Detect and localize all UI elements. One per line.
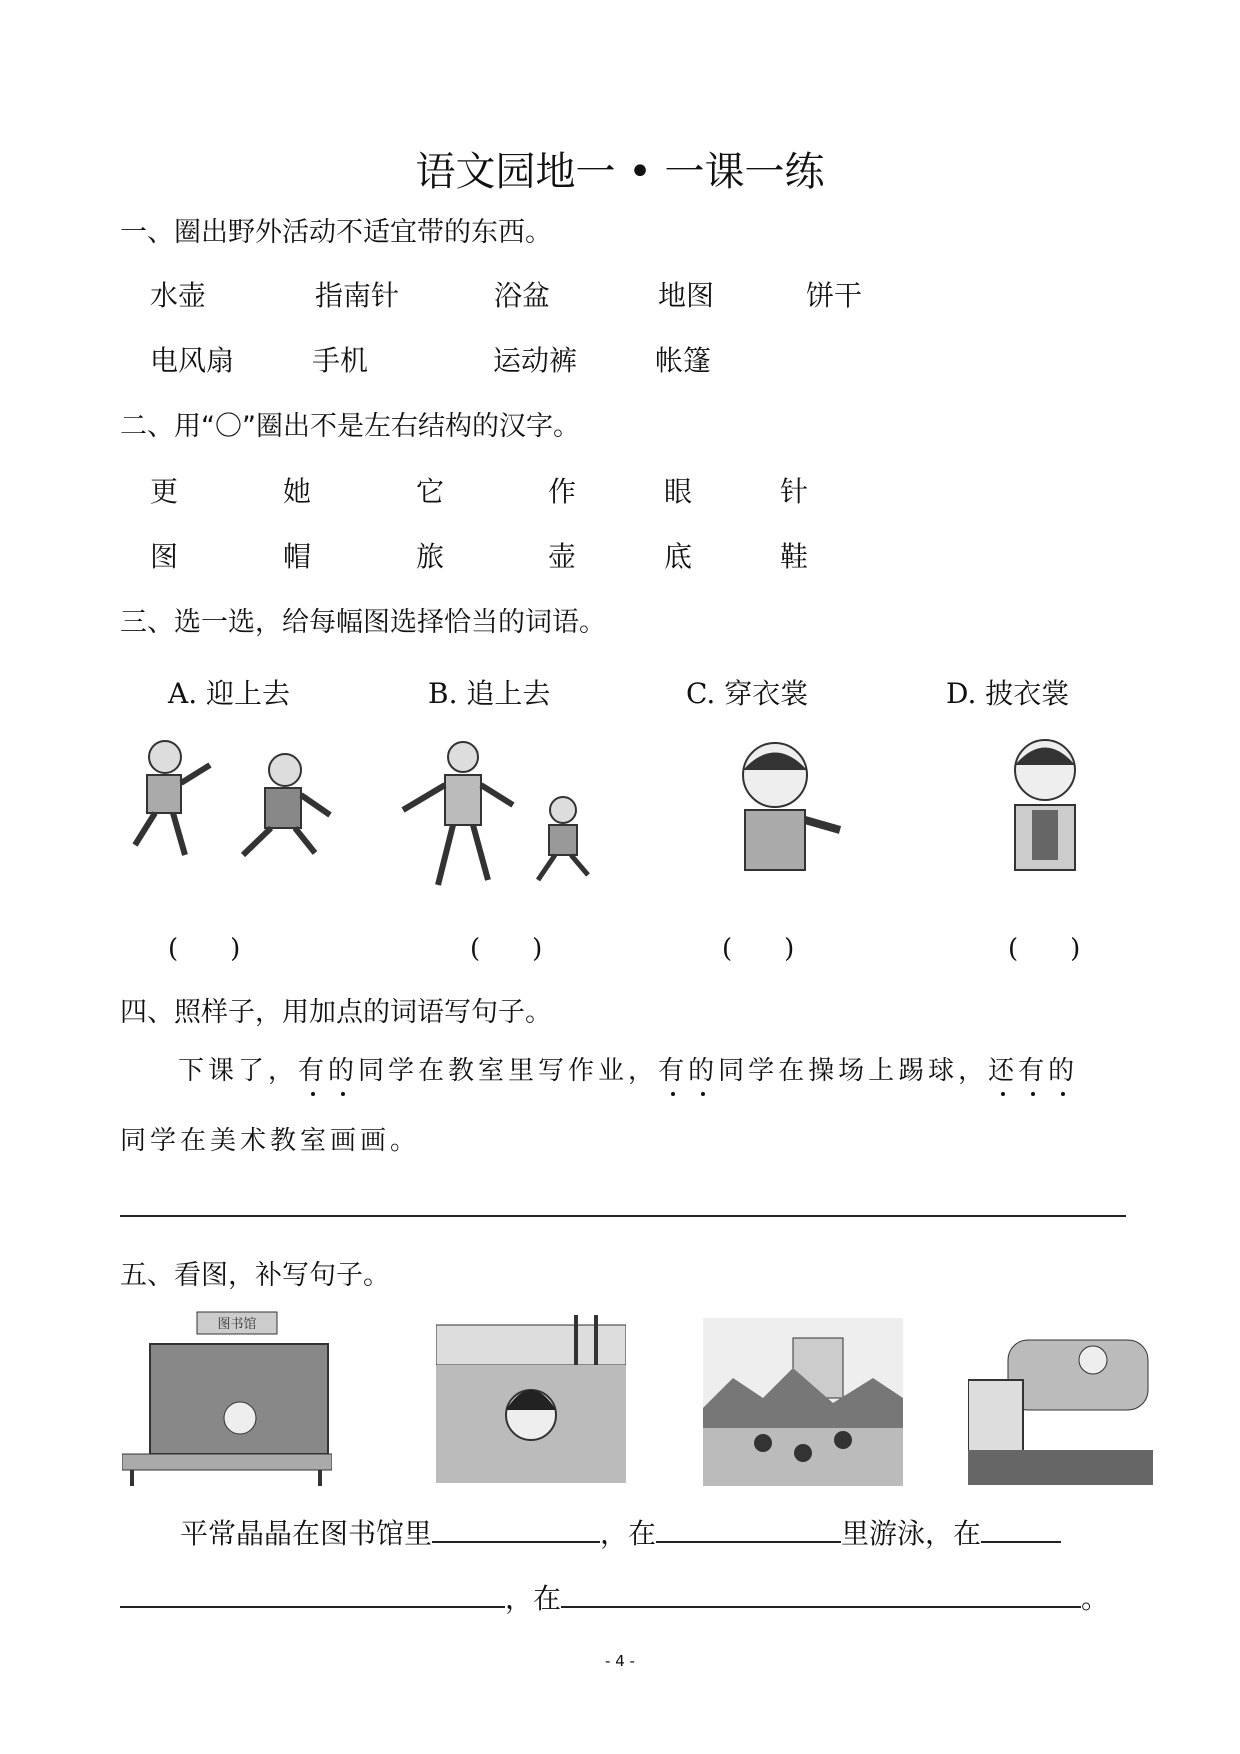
dotted-word: 有 <box>658 1056 689 1086</box>
girl-putting-on-clothes-illustration <box>715 735 845 895</box>
q1-word: 水壶 <box>150 279 207 312</box>
mother-chasing-girl-illustration <box>393 735 623 895</box>
q1-word: 手机 <box>312 344 369 377</box>
q1-heading: 一、圈出野外活动不适宜带的东西。 <box>120 217 552 248</box>
q2-char: 帽 <box>283 540 312 573</box>
blank-1[interactable] <box>432 1515 600 1543</box>
text: ，在 <box>600 1517 657 1550</box>
text: 里游泳 <box>841 1517 926 1550</box>
option-d: D. 披衣裳 <box>946 677 1070 710</box>
option-c: C. 穿衣裳 <box>686 677 809 710</box>
q2-char: 针 <box>780 475 809 508</box>
q4-heading: 四、照样子，用加点的词语写句子。 <box>120 997 552 1028</box>
text: ，在 <box>505 1582 562 1615</box>
text: 平常晶晶在图书馆里 <box>180 1517 433 1550</box>
q2-char: 眼 <box>664 475 693 508</box>
answer-blank-b[interactable]: ( ) <box>470 934 543 964</box>
q1-word: 指南针 <box>315 279 400 312</box>
q2-char: 图 <box>150 540 179 573</box>
answer-blank-a[interactable]: ( ) <box>168 934 241 964</box>
text: 。 <box>1081 1582 1110 1615</box>
example-sentence-cont: 同学在美术教室画画。 <box>120 1126 421 1156</box>
blank-3[interactable] <box>981 1515 1061 1543</box>
blank-3-cont[interactable] <box>120 1580 505 1608</box>
q2-char: 壶 <box>548 540 577 573</box>
dotted-word: 有 <box>298 1056 329 1086</box>
library-sign: 图书馆 <box>217 1317 257 1332</box>
q3-heading: 三、选一选，给每幅图选择恰当的词语。 <box>120 607 606 638</box>
dotted-word: 还 <box>988 1056 1019 1086</box>
q1-word: 电风扇 <box>150 344 235 377</box>
page-title: 语文园地一 • 一课一练 <box>415 149 825 195</box>
answer-blank-c[interactable]: ( ) <box>722 934 795 964</box>
q1-word: 地图 <box>658 279 715 312</box>
q1-word: 饼干 <box>806 279 863 312</box>
q2-char: 更 <box>150 475 179 508</box>
q2-char: 旅 <box>416 540 445 573</box>
text: 同学在操场上踢球， <box>718 1056 989 1086</box>
option-a: A. 迎上去 <box>168 677 291 710</box>
blank-2[interactable] <box>656 1515 841 1543</box>
watching-tv-illustration <box>968 1320 1153 1485</box>
text: 下课了， <box>178 1056 299 1086</box>
q2-char: 她 <box>283 475 312 508</box>
answer-blank-d[interactable]: ( ) <box>1008 934 1081 964</box>
answer-line[interactable] <box>120 1215 1126 1217</box>
library-illustration <box>122 1308 332 1488</box>
blank-4[interactable] <box>561 1580 1081 1608</box>
page-number: - 4 - <box>605 1652 635 1670</box>
playground-illustration <box>703 1318 903 1486</box>
q1-word: 帐篷 <box>655 344 712 377</box>
dotted-word: 的 <box>1048 1056 1079 1086</box>
q2-char: 作 <box>548 475 577 508</box>
dotted-word: 的 <box>328 1056 359 1086</box>
dotted-word: 的 <box>688 1056 719 1086</box>
text: ，在 <box>925 1517 982 1550</box>
children-meeting-illustration <box>115 735 345 865</box>
fill-sentence-line2 <box>120 1577 1109 1617</box>
q2-char: 鞋 <box>780 540 809 573</box>
q5-heading: 五、看图，补写句子。 <box>120 1260 390 1291</box>
text: 同学在教室里写作业， <box>358 1056 659 1086</box>
q2-heading: 二、用“〇”圈出不是左右结构的汉字。 <box>120 411 580 442</box>
swimming-illustration <box>436 1315 626 1485</box>
q1-word: 浴盆 <box>494 279 551 312</box>
example-sentence <box>178 1050 1078 1087</box>
dotted-word: 有 <box>1018 1056 1049 1086</box>
boy-draping-clothes-illustration <box>990 730 1100 900</box>
q1-word: 运动裤 <box>493 344 578 377</box>
q2-char: 它 <box>416 475 445 508</box>
q2-char: 底 <box>664 540 693 573</box>
fill-sentence-line1 <box>180 1512 1061 1552</box>
option-b: B. 追上去 <box>428 677 551 710</box>
